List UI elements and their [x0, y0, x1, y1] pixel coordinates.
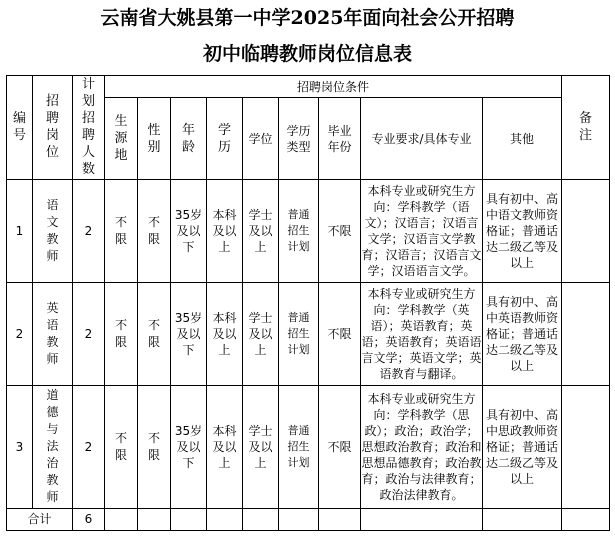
cell-grad-year: 不限 [319, 282, 361, 385]
cell-degree: 学士 及以 上 [243, 282, 279, 385]
cell-other: 具有初中、高中语文教师资格证；普通话达二级乙等及以上 [483, 179, 562, 282]
cell-education: 本科 及以 上 [207, 179, 243, 282]
cell-age: 35岁 及以 下 [171, 179, 207, 282]
header-education: 学历 [207, 98, 243, 180]
cell-grad-year: 不限 [319, 385, 361, 508]
recruitment-table [6, 75, 610, 531]
cell-gender: 不限 [138, 385, 171, 508]
cell-edu-type: 普通 招生 计划 [279, 282, 319, 385]
table-row [7, 385, 610, 508]
cell-position: 道德与法治教师 [33, 385, 73, 508]
cell-education: 本科 及以 上 [207, 282, 243, 385]
header-gender: 性别 [138, 98, 171, 180]
cell-position: 语文教师 [33, 179, 73, 282]
total-empty [138, 508, 171, 530]
cell-education: 本科 及以 上 [207, 385, 243, 508]
total-empty [105, 508, 138, 530]
header-major: 专业要求/具体专业 [361, 98, 483, 180]
cell-grad-year: 不限 [319, 179, 361, 282]
cell-quota: 2 [73, 179, 105, 282]
cell-remarks [562, 385, 610, 508]
cell-hukou: 不限 [105, 385, 138, 508]
cell-remarks [562, 179, 610, 282]
cell-major: 本科专业或研究生方向：学科教学（思政）；政治；政治学；思想政治教育；政治和思想品德教育；政治教育；政治与法律教育；政治法律教育。 [361, 385, 483, 508]
total-empty [361, 508, 483, 530]
header-no: 编号 [7, 76, 33, 180]
header-degree: 学位 [243, 98, 279, 180]
cell-edu-type: 普通 招生 计划 [279, 179, 319, 282]
total-empty [171, 508, 207, 530]
total-empty [243, 508, 279, 530]
cell-hukou: 不限 [105, 179, 138, 282]
cell-other: 具有初中、高中思政教师资格证；普通话达二级乙等及以上 [483, 385, 562, 508]
cell-edu-type: 普通 招生 计划 [279, 385, 319, 508]
cell-no: 1 [7, 179, 33, 282]
header-position: 招聘岗位 [33, 76, 73, 180]
cell-no: 3 [7, 385, 33, 508]
table-row [7, 282, 610, 385]
cell-remarks [562, 282, 610, 385]
total-row [7, 508, 610, 530]
cell-age: 35岁 及以 下 [171, 282, 207, 385]
cell-gender: 不限 [138, 179, 171, 282]
header-conditions: 招聘岗位条件 [105, 76, 562, 98]
header-hukou: 生源地 [105, 98, 138, 180]
cell-quota: 2 [73, 385, 105, 508]
cell-gender: 不限 [138, 282, 171, 385]
cell-position: 英语教师 [33, 282, 73, 385]
cell-major: 本科专业或研究生方向：学科教学（语文）；汉语言；汉语言文学；汉语言文学教育；汉语言；汉语言文学；汉语语言文学。 [361, 179, 483, 282]
cell-major: 本科专业或研究生方向：学科教学（英语）；英语教育；英语；英语教育；英语语言文学；英语文学；英语教育与翻译。 [361, 282, 483, 385]
total-empty [319, 508, 361, 530]
total-empty [562, 508, 610, 530]
header-age: 年龄 [171, 98, 207, 180]
cell-other: 具有初中、高中英语教师资格证；普通话达二级乙等及以上 [483, 282, 562, 385]
header-grad-year: 毕业年份 [319, 98, 361, 180]
total-label: 合计 [7, 508, 73, 530]
header-quota: 计划招聘人数 [73, 76, 105, 180]
cell-degree: 学士 及以 上 [243, 179, 279, 282]
total-empty [279, 508, 319, 530]
cell-quota: 2 [73, 282, 105, 385]
table-row [7, 179, 610, 282]
cell-no: 2 [7, 282, 33, 385]
total-empty [207, 508, 243, 530]
document-title-line2: 初中临聘教师岗位信息表 [202, 43, 412, 65]
header-other: 其他 [483, 98, 562, 180]
header-edu-type: 学历类型 [279, 98, 319, 180]
cell-hukou: 不限 [105, 282, 138, 385]
cell-degree: 学士 及以 上 [243, 385, 279, 508]
cell-age: 35岁 及以 下 [171, 385, 207, 508]
total-quota: 6 [73, 508, 105, 530]
header-remarks: 备注 [562, 76, 610, 180]
total-empty [483, 508, 562, 530]
document-title-line1: 云南省大姚县第一中学2025年面向社会公开招聘 [100, 7, 515, 29]
